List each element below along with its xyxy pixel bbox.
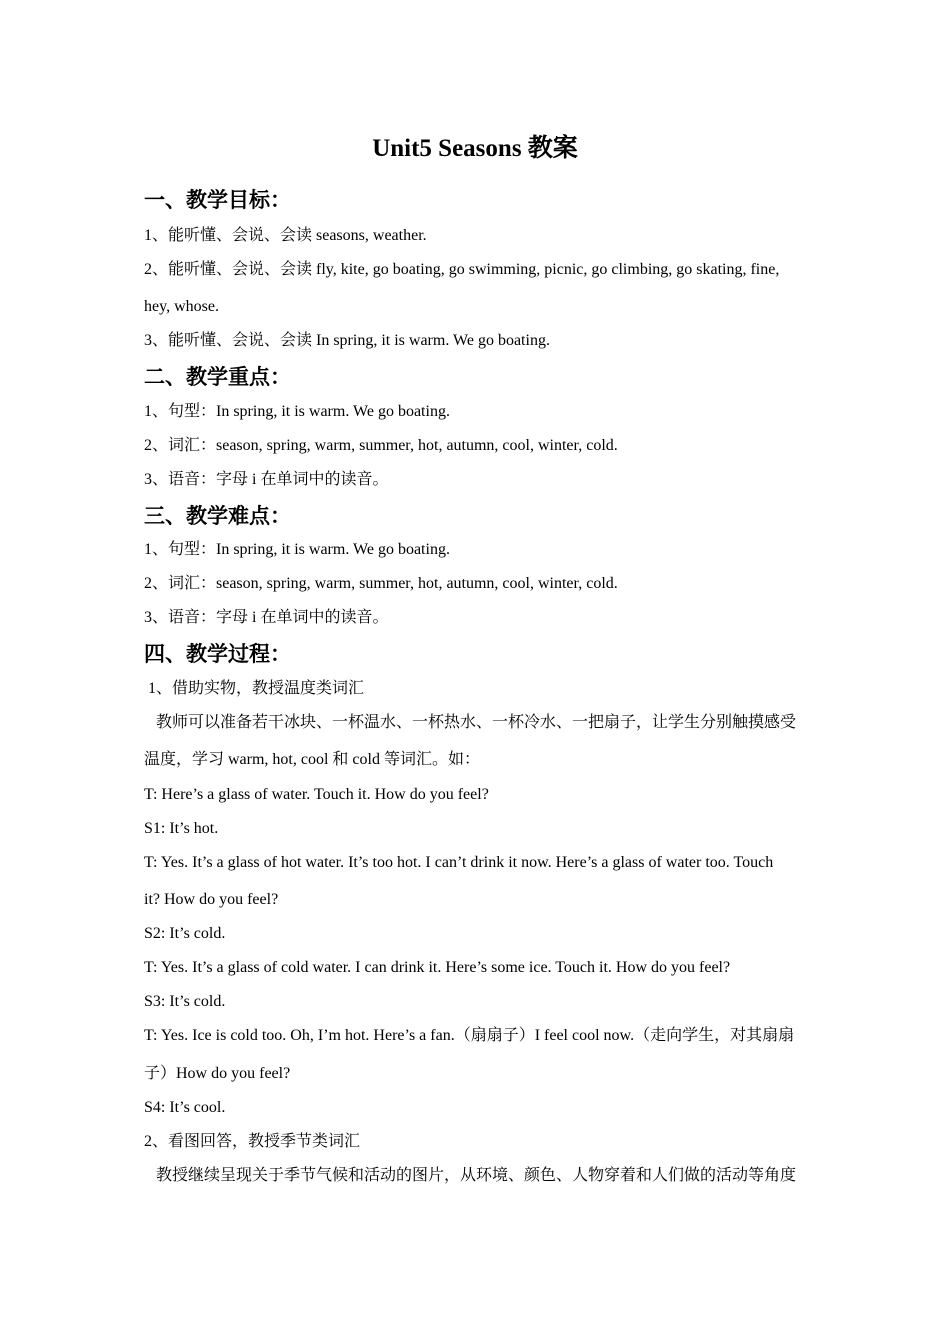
- document-title: Unit5 Seasons 教案: [372, 135, 578, 162]
- process-line: T: Yes. It’s a glass of hot water. It’s too hot. I can’t drink it now. Here’s a glass of water too. Touch: [144, 854, 774, 871]
- process-line: 教授继续呈现关于季节气候和活动的图片，从环境、颜色、人物穿着和人们做的活动等角度: [144, 1167, 797, 1184]
- section-heading-objectives: 一、教学目标：: [144, 188, 291, 212]
- difficulty-item: 2、词汇：season, spring, warm, summer, hot, autumn, cool, winter, cold.: [144, 575, 618, 592]
- objective-item: 1、能听懂、会说、会读 seasons, weather.: [144, 227, 427, 244]
- section-heading-key-points: 二、教学重点：: [144, 365, 291, 389]
- process-line: 2、看图回答，教授季节类词汇: [144, 1133, 361, 1150]
- process-line: S1: It’s hot.: [144, 820, 219, 837]
- difficulty-item: 3、语音：字母 i 在单词中的读音。: [144, 609, 389, 626]
- objective-item: 3、能听懂、会说、会读 In spring, it is warm. We go boating.: [144, 332, 550, 349]
- objective-item: hey, whose.: [144, 298, 219, 315]
- process-line: S4: It’s cool.: [144, 1099, 226, 1116]
- process-line: S2: It’s cold.: [144, 925, 226, 942]
- difficulty-item: 1、句型：In spring, it is warm. We go boating.: [144, 541, 450, 558]
- process-line: T: Yes. It’s a glass of cold water. I can drink it. Here’s some ice. Touch it. How do you feel?: [144, 959, 731, 976]
- key-point-item: 2、词汇：season, spring, warm, summer, hot, autumn, cool, winter, cold.: [144, 437, 618, 454]
- key-point-item: 3、语音：字母 i 在单词中的读音。: [144, 471, 389, 488]
- process-line: 1、借助实物，教授温度类词汇: [144, 680, 365, 697]
- process-line: T: Yes. Ice is cold too. Oh, I’m hot. Here’s a fan.（扇扇子）I feel cool now.（走向学生，对其扇扇: [144, 1027, 795, 1044]
- process-line: 温度，学习 warm, hot, cool 和 cold 等词汇。如：: [144, 751, 480, 768]
- process-line: T: Here’s a glass of water. Touch it. How do you feel?: [144, 786, 489, 803]
- section-heading-difficulties: 三、教学难点：: [144, 504, 291, 528]
- process-line: S3: It’s cold.: [144, 993, 226, 1010]
- process-line: it? How do you feel?: [144, 891, 279, 908]
- process-line: 子）How do you feel?: [144, 1065, 291, 1082]
- process-line: 教师可以准备若干冰块、一杯温水、一杯热水、一杯冷水、一把扇子，让学生分别触摸感受: [144, 714, 797, 731]
- section-heading-process: 四、教学过程：: [144, 642, 291, 666]
- objective-item: 2、能听懂、会说、会读 fly, kite, go boating, go swimming, picnic, go climbing, go skating, fine,: [144, 261, 780, 278]
- key-point-item: 1、句型：In spring, it is warm. We go boating.: [144, 403, 450, 420]
